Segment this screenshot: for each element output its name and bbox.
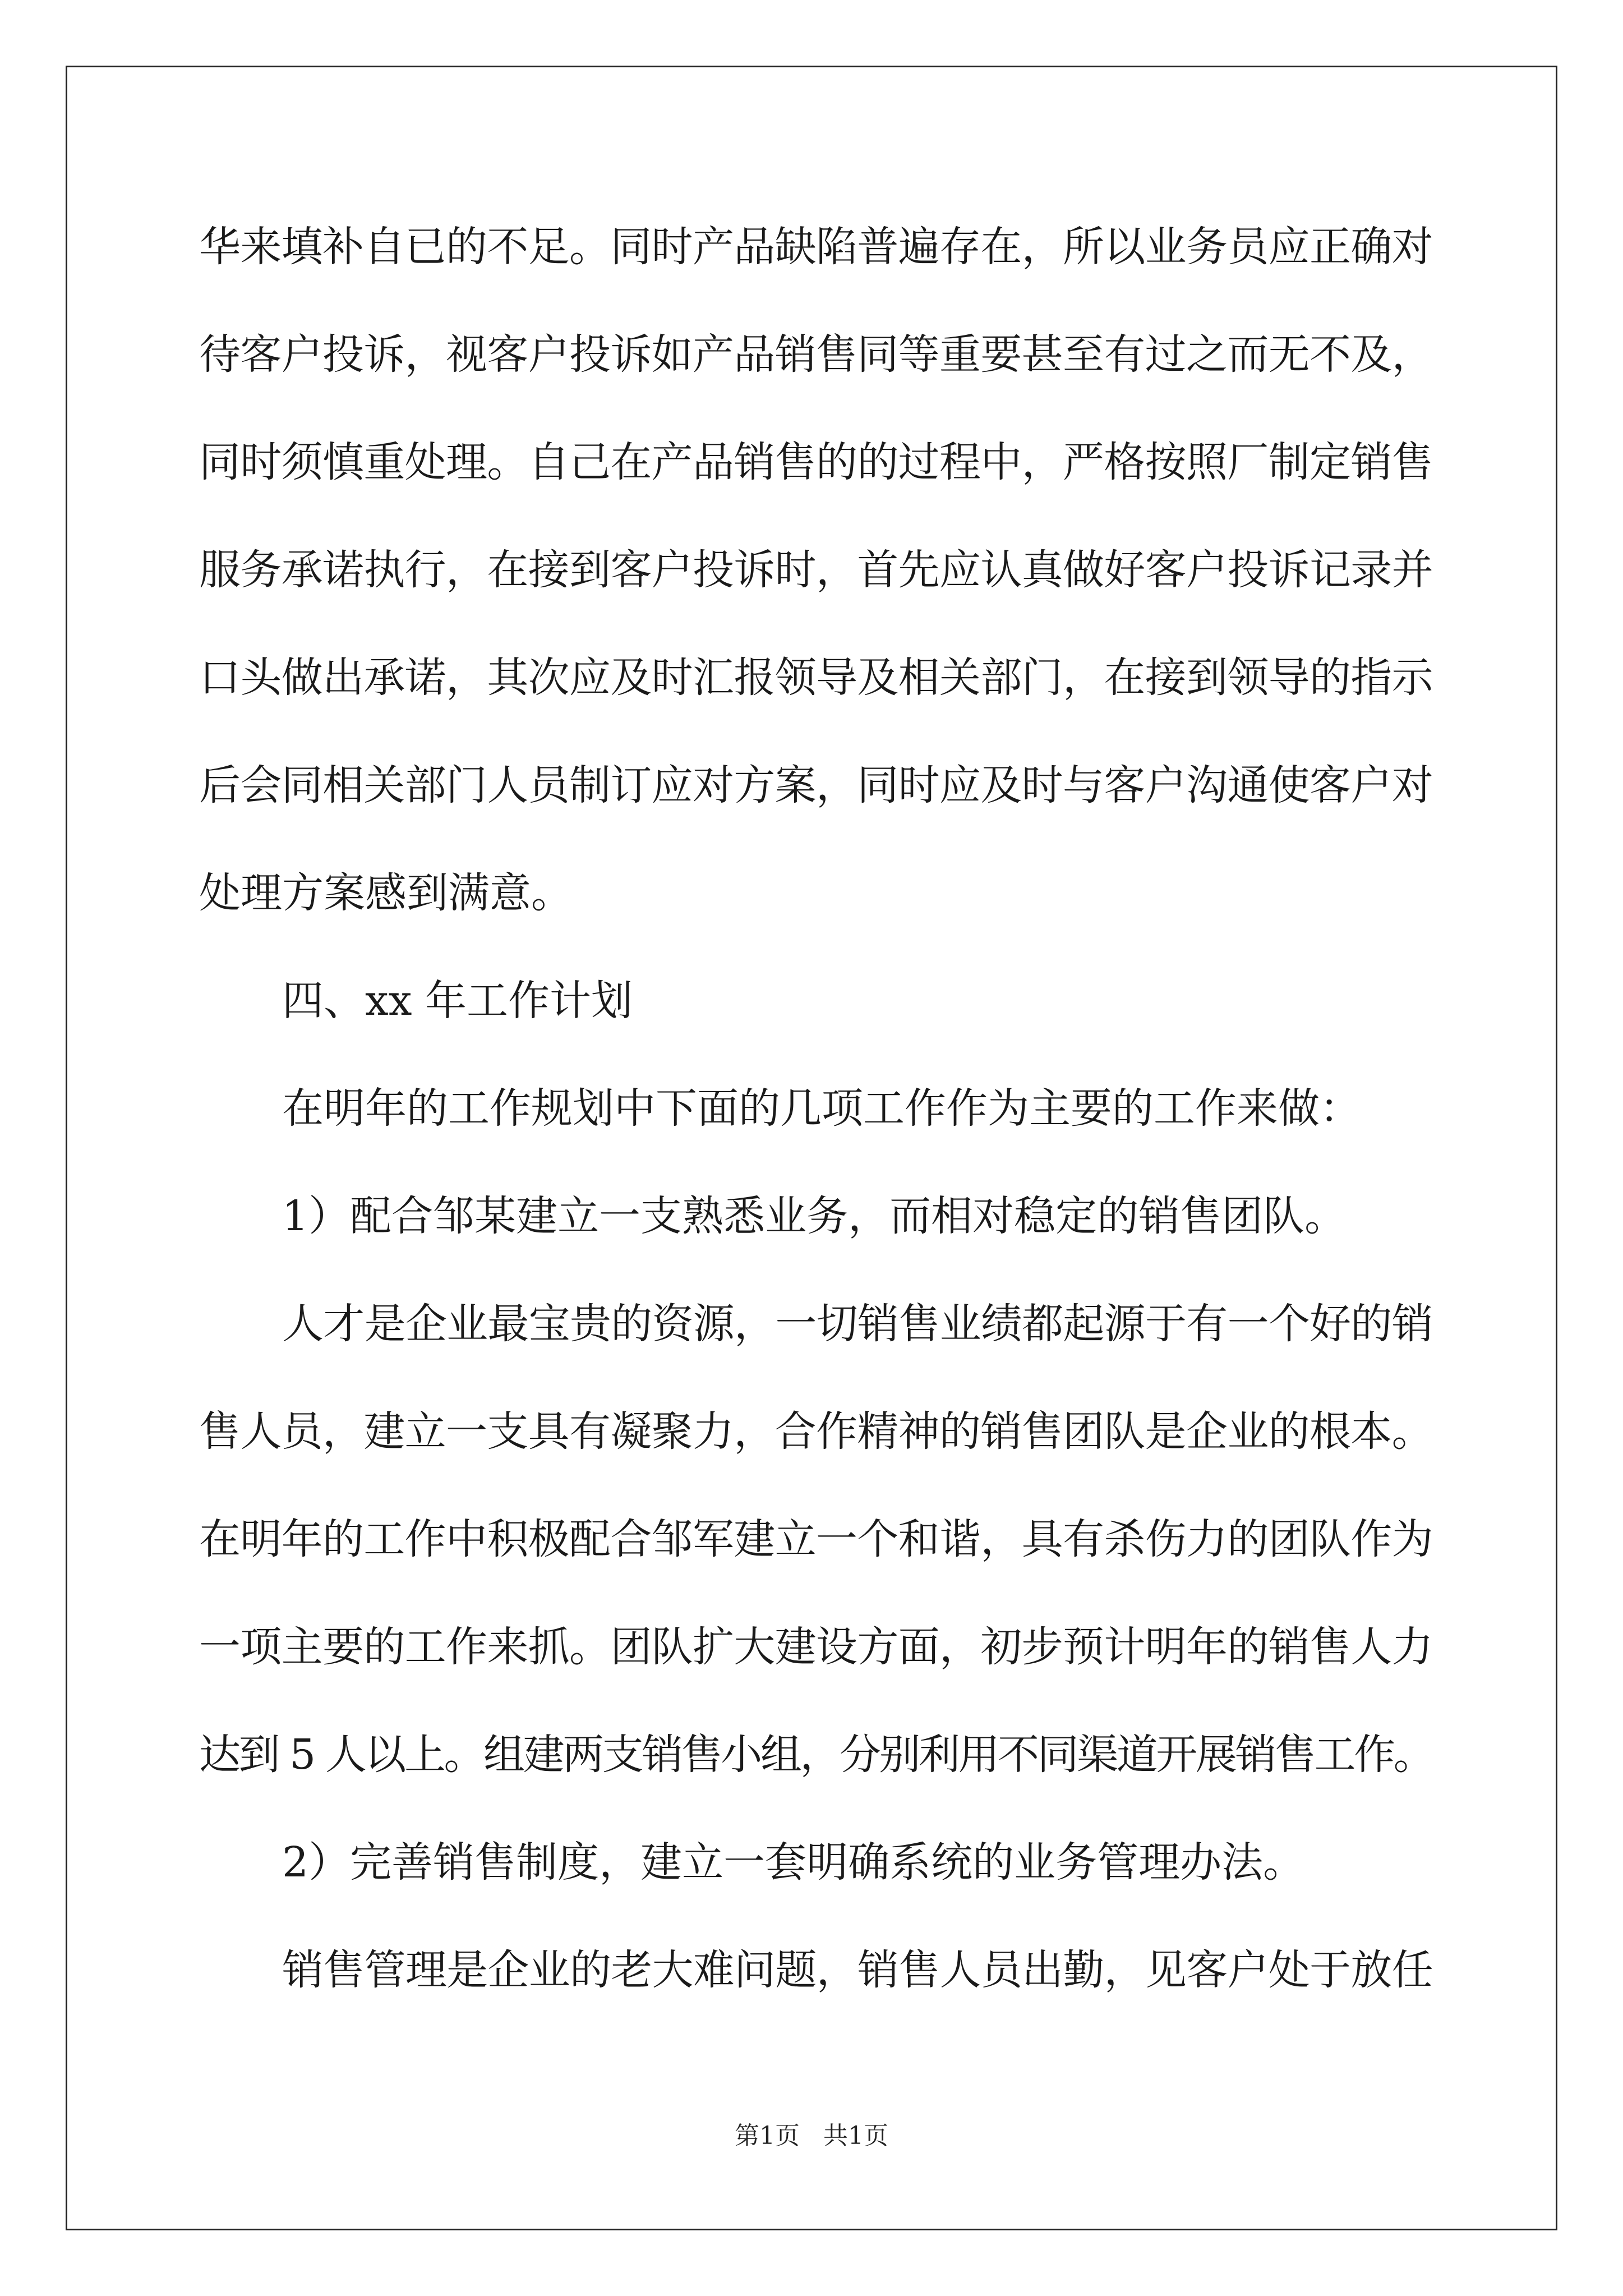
text-line: 在明年的工作中积极配合邹军建立一个和谐，具有杀伤力的团队作为 bbox=[199, 1515, 1433, 1563]
text-line: 处理方案感到满意。 bbox=[199, 869, 573, 917]
text-line: 待客户投诉，视客户投诉如产品销售同等重要甚至有过之而无不及， bbox=[199, 330, 1433, 379]
text-line: 同时须慎重处理。自己在产品销售的的过程中，严格按照厂制定销售 bbox=[199, 438, 1433, 486]
text-line: 后会同相关部门人员制订应对方案，同时应及时与客户沟通使客户对 bbox=[199, 761, 1433, 809]
text-line: 华来填补自已的不足。同时产品缺陷普遍存在，所以业务员应正确对 bbox=[199, 223, 1433, 271]
text-line: 在明年的工作规划中下面的几项工作作为主要的工作来做： bbox=[282, 1084, 1361, 1133]
list-item-heading: 1）配合邹某建立一支熟悉业务，而相对稳定的销售团队。 bbox=[282, 1192, 1347, 1240]
text-line: 达到 5 人以上。组建两支销售小组，分别利用不同渠道开展销售工作。 bbox=[199, 1731, 1433, 1779]
text-line: 人才是企业最宝贵的资源，一切销售业绩都起源于有一个好的销 bbox=[282, 1300, 1433, 1348]
text-line: 服务承诺执行，在接到客户投诉时，首先应认真做好客户投诉记录并 bbox=[199, 546, 1433, 594]
page-total: 共1页 bbox=[823, 2122, 888, 2150]
text-line: 售人员，建立一支具有凝聚力，合作精神的销售团队是企业的根本。 bbox=[199, 1407, 1433, 1456]
text-line: 一项主要的工作来抓。团队扩大建设方面，初步预计明年的销售人力 bbox=[199, 1623, 1433, 1671]
section-heading: 四、xx 年工作计划 bbox=[282, 977, 633, 1025]
text-line: 销售管理是企业的老大难问题，销售人员出勤，见客户处于放任 bbox=[282, 1946, 1433, 1994]
page-footer bbox=[0, 2119, 1623, 2153]
page-number: 第1页 bbox=[735, 2122, 800, 2150]
text-line: 口头做出承诺，其次应及时汇报领导及相关部门，在接到领导的指示 bbox=[199, 654, 1433, 702]
document-body bbox=[199, 215, 1433, 2046]
list-item-heading: 2）完善销售制度，建立一套明确系统的业务管理办法。 bbox=[282, 1838, 1305, 1887]
